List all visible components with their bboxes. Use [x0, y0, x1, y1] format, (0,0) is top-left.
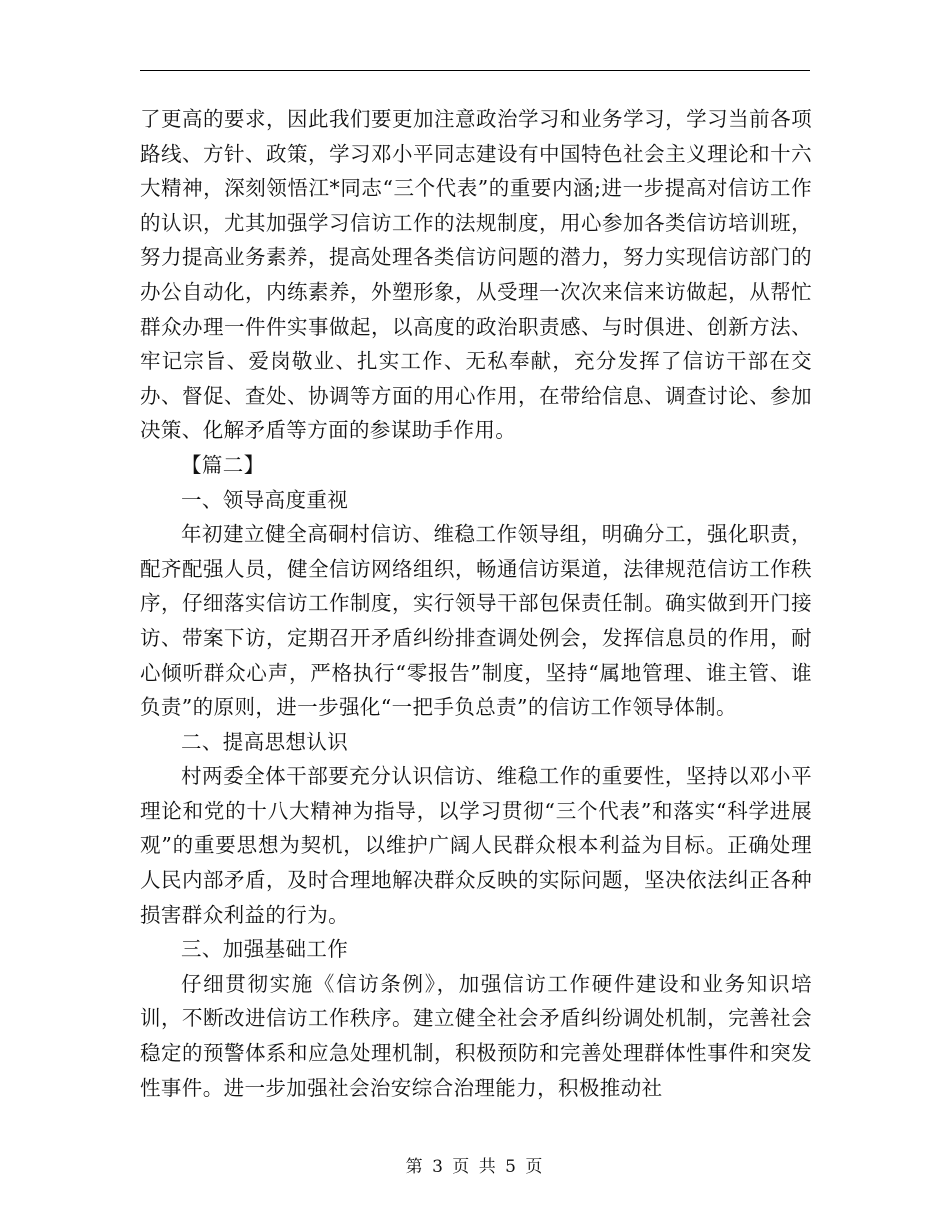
paragraph-section-3: 仔细贯彻实施《信访条例》，加强信访工作硬件建设和业务知识培训，不断改进信访工作秩序。建立健全社会矛盾纠纷调处机制，完善社会稳定的预警体系和应急处理机制，积极预防和完善处理群体性事件和突发性事件。进一步加强社会治安综合治理能力，积极推动社 [140, 971, 812, 1100]
section-heading-3: 三、加强基础工作 [181, 937, 349, 962]
paragraph-continuation: 了更高的要求，因此我们要更加注意政治学习和业务学习，学习当前各项路线、方针、政策，学习邓小平同志建设有中国特色社会主义理论和十六大精神，深刻领悟江*同志“三个代表”的重要内涵;进一步提高对信访工作的认识，尤其加强学习信访工作的法规制度，用心参加各类信访培训班，努力提高业务素养，提高处理各类信访问题的潜力，努力实现信访部门的办公自动化，内练素养，外塑形象，从受理一次次来信来访做起，从帮忙群众办理一件件实事做起，以高度的政治职责感、与时俱进、创新方法、牢记宗旨、爱岗敬业、扎实工作、无私奉献，充分发挥了信访干部在交办、督促、查处、协调等方面的用心作用，在带给信息、调查讨论、参加决策、化解矛盾等方面的参谋助手作用。 [140, 107, 812, 443]
paragraph-section-1: 年初建立健全高硐村信访、维稳工作领导组，明确分工，强化职责，配齐配强人员，健全信访网络组织，畅通信访渠道，法律规范信访工作秩序，仔细落实信访工作制度，实行领导干部包保责任制。确实做到开门接访、带案下访，定期召开矛盾纠纷排查调处例会，发挥信息员的作用，耐心倾听群众心声，严格执行“零报告”制度，坚持“属地管理、谁主管、谁负责”的原则，进一步强化“一把手负总责”的信访工作领导体制。 [140, 522, 812, 720]
section-label-part-two: 【篇二】 [181, 452, 265, 477]
page-footer: 第 3 页 共 5 页 [405, 1157, 545, 1177]
section-heading-1: 一、领导高度重视 [181, 487, 349, 512]
section-heading-2: 二、提高思想认识 [181, 729, 349, 754]
header-rule [140, 70, 810, 71]
paragraph-section-2: 村两委全体干部要充分认识信访、维稳工作的重要性，坚持以邓小平理论和党的十八大精神为指导，以学习贯彻“三个代表”和落实“科学进展观”的重要思想为契机，以维护广阔人民群众根本利益为目标。正确处理人民内部矛盾，及时合理地解决群众反映的实际问题，坚决依法纠正各种损害群众利益的行为。 [140, 764, 812, 927]
document-body [140, 102, 812, 1105]
